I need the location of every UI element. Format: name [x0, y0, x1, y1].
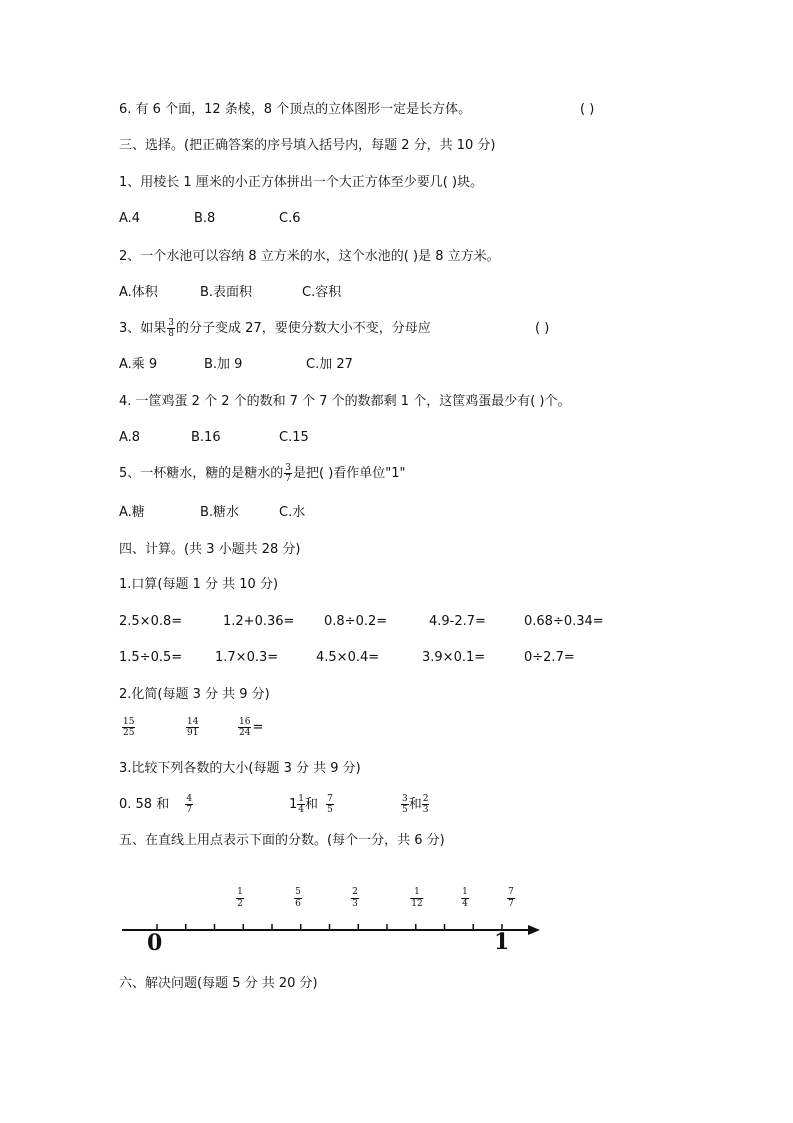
- s3-q4-option-c[interactable]: C.15: [279, 430, 309, 445]
- compare-2-frac2-den: 5: [327, 805, 333, 815]
- compare-1: [119, 794, 194, 815]
- oral-calc-8: 4.5×0.4=: [316, 650, 380, 665]
- numline-label-1: 1 2: [237, 887, 243, 909]
- s3-q3-answer-blank[interactable]: ( ): [535, 321, 550, 336]
- q6-text: 6. 有 6 个面，12 条棱，8 个顶点的立体图形一定是长方体。: [119, 102, 472, 117]
- s3-q3-option-b[interactable]: B.加 9: [204, 357, 243, 372]
- s3-q3-pre: 3、如果: [119, 321, 167, 336]
- compare-2-and: 和: [305, 797, 319, 812]
- compare-1-decimal: 0. 58 和: [119, 797, 170, 812]
- oral-calc-5: 0.68÷0.34=: [524, 614, 604, 629]
- s3-q3-option-a[interactable]: A.乘 9: [119, 357, 158, 372]
- s3-q5-option-a[interactable]: A.糖: [119, 505, 145, 520]
- s3-q3-post: 的分子变成 27，要使分数大小不变，分母应: [176, 321, 431, 336]
- compare-2-frac1-den: 4: [298, 805, 305, 815]
- compare-3-frac2-num: 2: [422, 794, 429, 804]
- compare-2-whole: 1: [289, 797, 298, 812]
- s3-q1-option-c[interactable]: C.6: [279, 211, 301, 226]
- compare-2-frac2-num: 7: [327, 794, 333, 804]
- numline-label-6: 7 7: [508, 887, 514, 909]
- number-line-ticks: [157, 924, 502, 930]
- oral-calc-6: 1.5÷0.5=: [119, 650, 183, 665]
- s3-q5-option-b[interactable]: B.糖水: [200, 505, 240, 520]
- compare-1-den: 7: [186, 805, 193, 815]
- oral-calc-3: 0.8÷0.2=: [324, 614, 388, 629]
- s3-q5-post: 是把( )看作单位"1": [293, 466, 406, 481]
- section5-title: 五、在直线上用点表示下面的分数。(每个一分，共 6 分): [119, 833, 445, 848]
- s3-q1-option-b[interactable]: B.8: [194, 211, 216, 226]
- s3-q4-option-b[interactable]: B.16: [191, 430, 221, 445]
- s3-q2-option-a[interactable]: A.体积: [119, 285, 158, 300]
- s3-q4-option-a[interactable]: A.8: [119, 430, 141, 445]
- compare-2-frac1-num: 1: [298, 794, 305, 804]
- compare-3-frac1-den: 5: [402, 805, 408, 815]
- simplify-3-equals: =: [252, 720, 264, 735]
- compare-3-frac1-num: 3: [402, 794, 408, 804]
- s3-q2-option-b[interactable]: B.表面积: [200, 285, 253, 300]
- s3-q2-text: 2、一个水池可以容纳 8 立方米的水，这个水池的( )是 8 立方米。: [119, 249, 500, 264]
- compare-3-frac2-den: 3: [422, 805, 429, 815]
- oral-calc-9: 3.9×0.1=: [422, 650, 486, 665]
- section3-title: 三、选择。(把正确答案的序号填入括号内，每题 2 分，共 10 分): [119, 138, 496, 153]
- compare-3: [401, 794, 429, 815]
- oral-calc-2: 1.2+0.36=: [223, 614, 295, 629]
- simplify-2-num: 14: [187, 717, 199, 727]
- s3-q1-option-a[interactable]: A.4: [119, 211, 141, 226]
- simplify-1-den: 25: [123, 728, 135, 738]
- numline-label-2: 5 6: [295, 887, 301, 909]
- s3-q1-text: 1、用棱长 1 厘米的小正方体拼出一个大正方体至少要几( )块。: [119, 175, 484, 190]
- number-line-one: 1: [494, 929, 510, 955]
- numline-label-4: 1 12: [411, 887, 423, 909]
- simplify-3-num: 16: [239, 717, 251, 727]
- s3-q5-frac-den: 7: [285, 474, 292, 484]
- oral-calc-1: 2.5×0.8=: [119, 614, 183, 629]
- numline-label-3: 2 3: [352, 887, 358, 909]
- s3-q3-fraction: [167, 318, 175, 339]
- oral-calc-7: 1.7×0.3=: [215, 650, 279, 665]
- oral-calc-10: 0÷2.7=: [524, 650, 575, 665]
- s4-p3-title: 3.比较下列各数的大小(每题 3 分 共 9 分): [119, 761, 361, 776]
- s3-q3-option-c[interactable]: C.加 27: [306, 357, 353, 372]
- simplify-1-num: 15: [123, 717, 135, 727]
- s4-p2-title: 2.化简(每题 3 分 共 9 分): [119, 687, 270, 702]
- section6-title: 六、解决问题(每题 5 分 共 20 分): [119, 976, 318, 991]
- simplify-2-den: 91: [187, 728, 199, 738]
- number-line-arrow: [528, 925, 540, 935]
- simplify-3-den: 24: [239, 728, 251, 738]
- numline-label-5: 1 4: [462, 887, 468, 909]
- s3-q5-line: [119, 463, 406, 484]
- s3-q3-frac-den: 8: [168, 329, 175, 339]
- simplify-fraction-1: [121, 717, 136, 738]
- s3-q3-frac-num: 3: [168, 318, 175, 328]
- section4-title: 四、计算。(共 3 小题共 28 分): [119, 542, 301, 557]
- s4-p1-title: 1.口算(每题 1 分 共 10 分): [119, 577, 279, 592]
- simplify-fraction-2: [185, 717, 200, 738]
- compare-2: [289, 794, 335, 815]
- compare-1-num: 4: [186, 794, 193, 804]
- s3-q5-option-c[interactable]: C.水: [279, 505, 306, 520]
- number-line-zero: 0: [147, 930, 163, 956]
- s3-q2-option-c[interactable]: C.容积: [302, 285, 342, 300]
- s3-q5-frac-num: 3: [285, 463, 292, 473]
- s3-q4-text: 4. 一筐鸡蛋 2 个 2 个的数和 7 个 7 个的数都剩 1 个，这筐鸡蛋最少有( )个。: [119, 394, 571, 409]
- simplify-fraction-3: [237, 717, 263, 738]
- oral-calc-4: 4.9-2.7=: [429, 614, 486, 629]
- s3-q5-fraction: [284, 463, 292, 484]
- q6-answer-blank[interactable]: ( ): [580, 102, 595, 117]
- s3-q5-pre: 5、一杯糖水，糖的是糖水的: [119, 466, 284, 481]
- s3-q3-line: [119, 318, 431, 339]
- compare-3-and: 和: [408, 797, 422, 812]
